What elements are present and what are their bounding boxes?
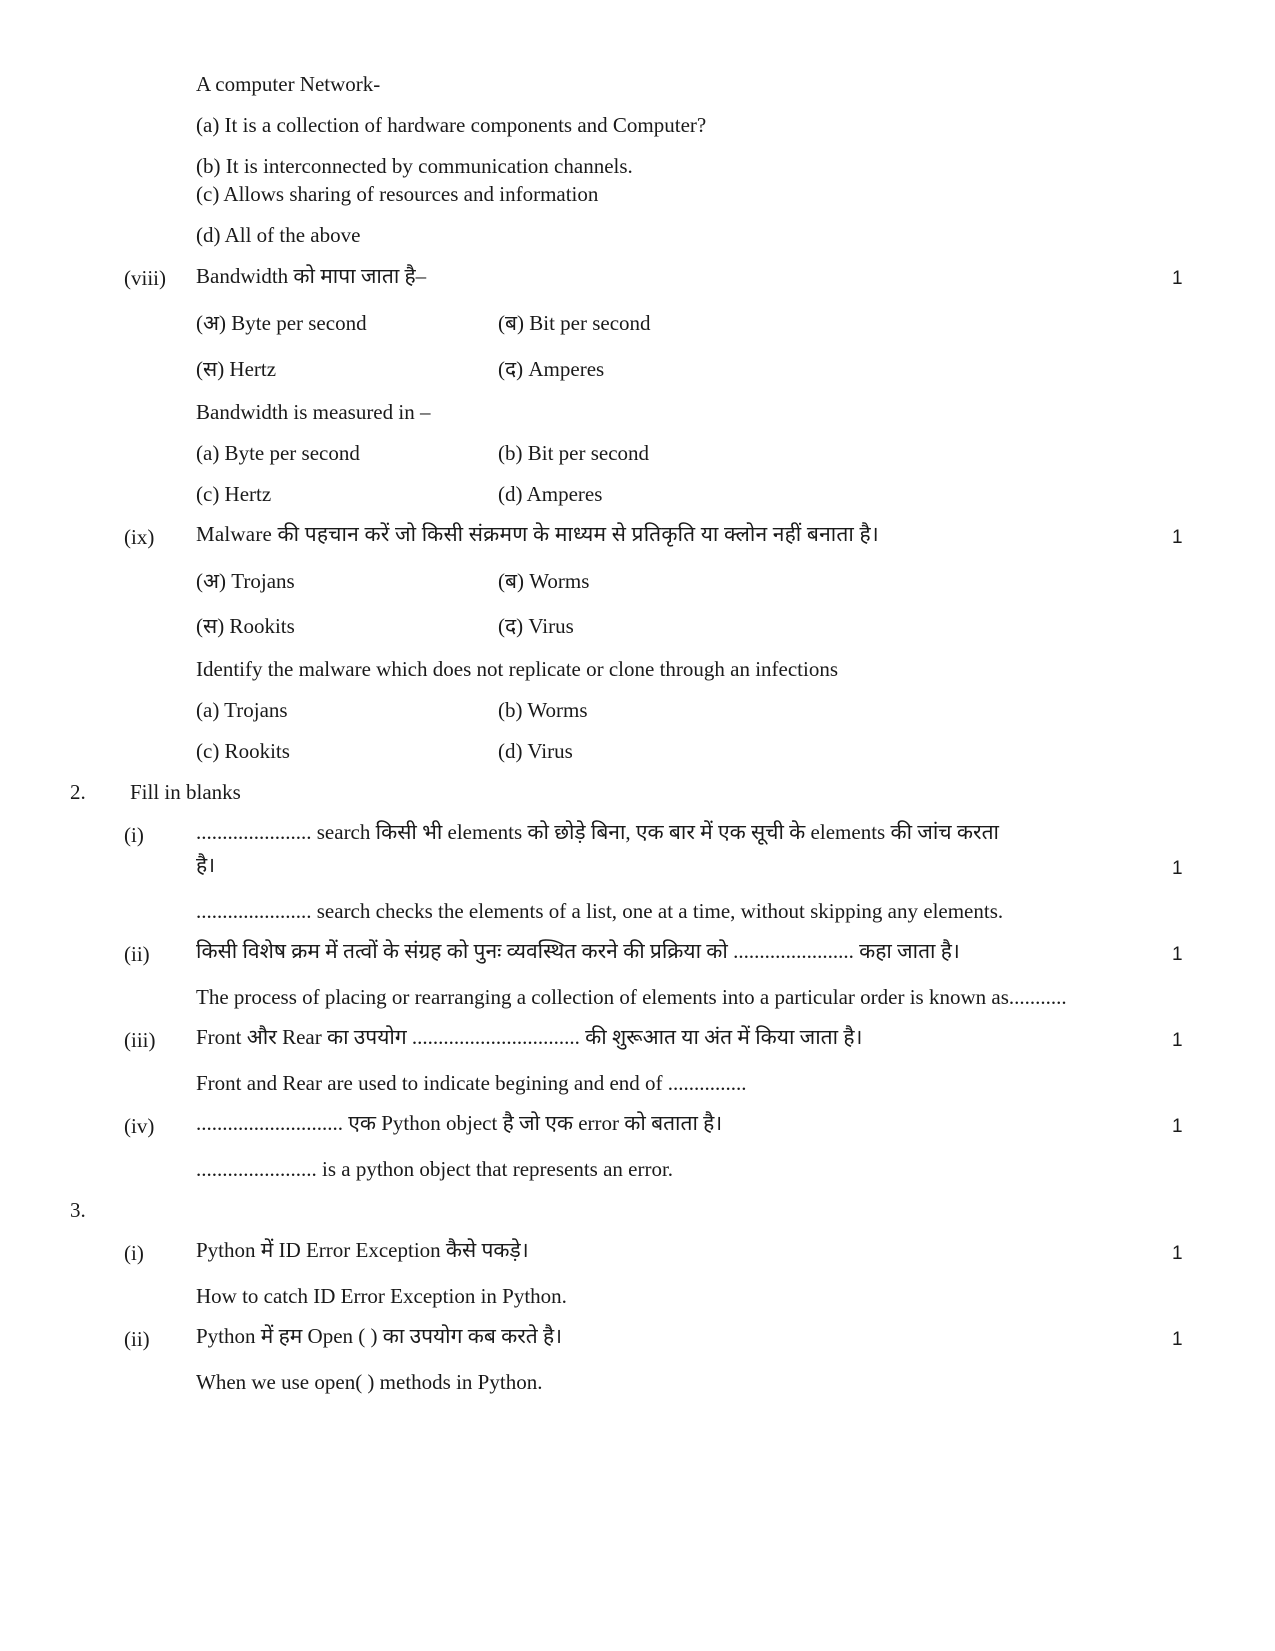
- fill-iv-number: (iv): [124, 1114, 155, 1138]
- q3-ii-number: (ii): [124, 1327, 150, 1351]
- section2-title: Fill in blanks: [130, 780, 241, 804]
- q8-number: (viii): [124, 266, 166, 290]
- section2-number: 2.: [70, 780, 86, 804]
- q9-hindi-option-d: (द) Virus: [498, 614, 574, 638]
- q9-number: (ix): [124, 525, 155, 549]
- fill-ii-marks: 1: [1172, 944, 1183, 965]
- q9-hindi-option-b: (ब) Worms: [498, 569, 590, 593]
- q9-english-option-b: (b) Worms: [498, 698, 588, 722]
- q7-english-stem: A computer Network-: [196, 72, 381, 96]
- fill-i-number: (i): [124, 823, 144, 847]
- fill-iii-number: (iii): [124, 1028, 156, 1052]
- q3-i-hindi: Python में ID Error Exception कैसे पकड़े।: [196, 1238, 529, 1262]
- q9-english-stem: Identify the malware which does not replicate or clone through an infections: [196, 657, 839, 681]
- q3-i-english: How to catch ID Error Exception in Python.: [196, 1284, 567, 1308]
- q9-english-option-d: (d) Virus: [498, 739, 573, 763]
- q8-hindi-stem: Bandwidth को मापा जाता है–: [196, 264, 427, 288]
- fill-i-hindi-line1: ...................... search किसी भी elements को छोड़े बिना, एक बार में एक सूची के elements की जांच करता: [196, 820, 999, 844]
- q3-i-number: (i): [124, 1241, 144, 1265]
- q7-option-c: (c) Allows sharing of resources and information: [196, 182, 599, 206]
- q8-english-option-d: (d) Amperes: [498, 482, 603, 506]
- q7-option-b: (b) It is interconnected by communication channels.: [196, 154, 633, 178]
- q8-hindi-option-b: (ब) Bit per second: [498, 311, 651, 335]
- q9-english-option-a: (a) Trojans: [196, 698, 288, 722]
- fill-i-english: ...................... search checks the elements of a list, one at a time, without skipping any elements.: [196, 899, 1004, 923]
- fill-ii-number: (ii): [124, 942, 150, 966]
- q8-english-stem: Bandwidth is measured in –: [196, 400, 431, 424]
- fill-i-marks: 1: [1172, 858, 1183, 879]
- q8-hindi-option-a: (अ) Byte per second: [196, 311, 367, 335]
- q8-marks: 1: [1172, 268, 1183, 289]
- q8-english-option-a: (a) Byte per second: [196, 441, 360, 465]
- fill-iii-hindi: Front और Rear का उपयोग ................................ की शुरूआत या अंत में किया जाता है।: [196, 1025, 863, 1049]
- q3-ii-hindi: Python में हम Open ( ) का उपयोग कब करते है।: [196, 1324, 563, 1348]
- q8-hindi-option-c: (स) Hertz: [196, 357, 277, 381]
- q8-english-option-c: (c) Hertz: [196, 482, 272, 506]
- q3-i-marks: 1: [1172, 1243, 1183, 1264]
- fill-iii-english: Front and Rear are used to indicate begining and end of ...............: [196, 1071, 747, 1095]
- q8-english-option-b: (b) Bit per second: [498, 441, 650, 465]
- q3-ii-marks: 1: [1172, 1329, 1183, 1350]
- q7-option-a: (a) It is a collection of hardware components and Computer?: [196, 113, 707, 137]
- q7-option-d: (d) All of the above: [196, 223, 361, 247]
- q9-hindi-stem: Malware की पहचान करें जो किसी संक्रमण के माध्यम से प्रतिकृति या क्लोन नहीं बनाता है।: [196, 522, 879, 546]
- fill-i-hindi-line2: है।: [196, 853, 216, 877]
- q8-hindi-option-d: (द) Amperes: [498, 357, 605, 381]
- fill-iv-hindi: ............................ एक Python object है जो एक error को बताता है।: [196, 1111, 723, 1135]
- fill-iv-marks: 1: [1172, 1116, 1183, 1137]
- q9-hindi-option-a: (अ) Trojans: [196, 569, 295, 593]
- q9-hindi-option-c: (स) Rookits: [196, 614, 295, 638]
- fill-ii-english: The process of placing or rearranging a collection of elements into a particular order is known as...........: [196, 985, 1067, 1009]
- q9-marks: 1: [1172, 527, 1183, 548]
- section3-number: 3.: [70, 1198, 86, 1222]
- fill-iii-marks: 1: [1172, 1030, 1183, 1051]
- q3-ii-english: When we use open( ) methods in Python.: [196, 1370, 543, 1394]
- fill-iv-english: ....................... is a python object that represents an error.: [196, 1157, 674, 1181]
- fill-ii-hindi: किसी विशेष क्रम में तत्वों के संग्रह को पुनः व्यवस्थित करने की प्रक्रिया को ....................... कहा जाता है।: [196, 939, 960, 963]
- q9-english-option-c: (c) Rookits: [196, 739, 290, 763]
